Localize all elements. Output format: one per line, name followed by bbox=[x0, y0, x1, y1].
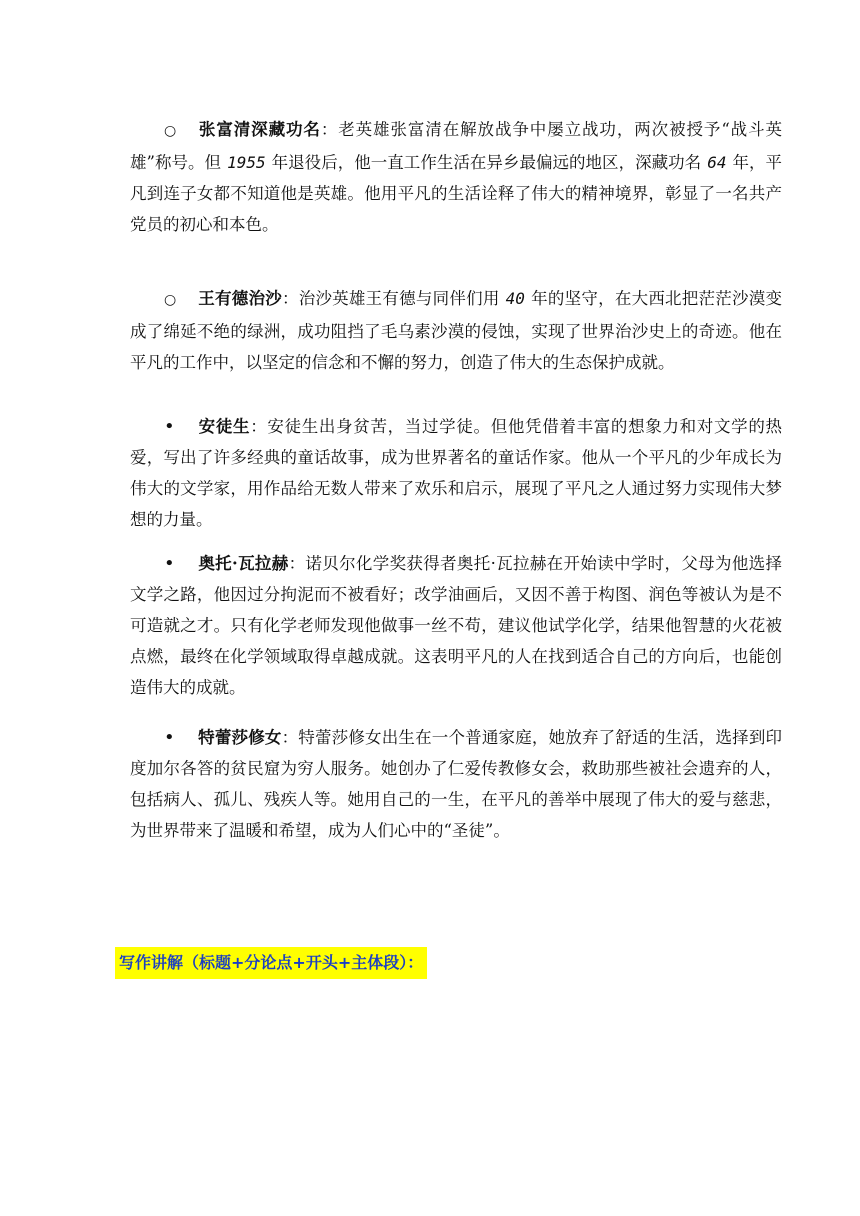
item-number: 40 bbox=[505, 289, 525, 308]
item-term: 奥托·瓦拉赫 bbox=[198, 554, 289, 573]
item-term: 王有德治沙 bbox=[198, 289, 282, 308]
item-text: ：特蕾莎修女出生在一个普通家庭，她放弃了舒适的生活，选择到印度加尔各答的贫民窟为穷人服务。她创办了仁爱传教修女会，救助那些被社会遗弃的人，包括病人、孤儿、残疾人等。她用自己的一生，在平凡的善举中展现了伟大的爱与慈悲，为世界带来了温暖和希望，成为人们心中的“圣徒”。 bbox=[130, 728, 783, 840]
list-item-wang-youde bbox=[130, 283, 782, 378]
item-text: ：安徒生出身贫苦，当过学徒。但他凭借着丰富的想象力和对文学的热爱，写出了许多经典的童话故事，成为世界著名的童话作家。他从一个平凡的少年成长为伟大的文学家，用作品给无数人带来了欢乐和启示，展现了平凡之人通过努力实现伟大梦想的力量。 bbox=[130, 417, 783, 529]
item-text: ：老英雄张富清在解放战争中屡立战功，两次被授予“战斗英雄”称号。但 bbox=[130, 120, 783, 172]
item-number: 64 bbox=[707, 153, 727, 172]
item-text: ：治沙英雄王有德与同伴们用 bbox=[281, 289, 500, 308]
item-text: ：诺贝尔化学奖获得者奥托·瓦拉赫在开始读中学时，父母为他选择文学之路，他因过分拘泥而不被看好；改学油画后，又因不善于构图、润色等被认为是不可造就之才。只有化学老师发现他做事一丝不苟，建议他试学化学，结果他智慧的火花被点燃，最终在化学领域取得卓越成就。这表明平凡的人在找到适合自己的方向后，也能创造伟大的成就。 bbox=[130, 554, 782, 697]
list-item-zhang-fuqing bbox=[130, 114, 782, 240]
circle-bullet-icon: ○ bbox=[164, 292, 177, 308]
bullet-icon: • bbox=[164, 416, 175, 437]
circle-bullet-icon: ○ bbox=[164, 123, 177, 139]
item-text: 年的坚守，在大西北把茫茫沙漠变成了绵延不绝的绿洲，成功阻挡了毛乌素沙漠的侵蚀，实现了世界治沙史上的奇迹。他在平凡的工作中，以坚定的信念和不懈的努力，创造了伟大的生态保护成就。 bbox=[130, 289, 783, 372]
list-item-mother-teresa bbox=[130, 722, 782, 846]
item-term: 安徒生 bbox=[198, 417, 251, 436]
bullet-icon: • bbox=[164, 727, 175, 748]
item-number: 1955 bbox=[227, 153, 266, 172]
item-text: 年，平凡到连子女都不知道他是英雄。他用平凡的生活诠释了伟大的精神境界，彰显了一名共产党员的初心和本色。 bbox=[130, 153, 783, 234]
section-heading: 写作讲解（标题+分论点+开头+主体段）： bbox=[115, 947, 427, 979]
item-term: 特蕾莎修女 bbox=[198, 728, 282, 747]
list-item-andersen bbox=[130, 411, 782, 535]
bullet-icon: • bbox=[164, 553, 175, 574]
item-text: 年退役后，他一直工作生活在异乡最偏远的地区，深藏功名 bbox=[271, 153, 702, 172]
list-item-wallach bbox=[130, 548, 782, 703]
item-term: 张富清深藏功名 bbox=[198, 120, 321, 139]
